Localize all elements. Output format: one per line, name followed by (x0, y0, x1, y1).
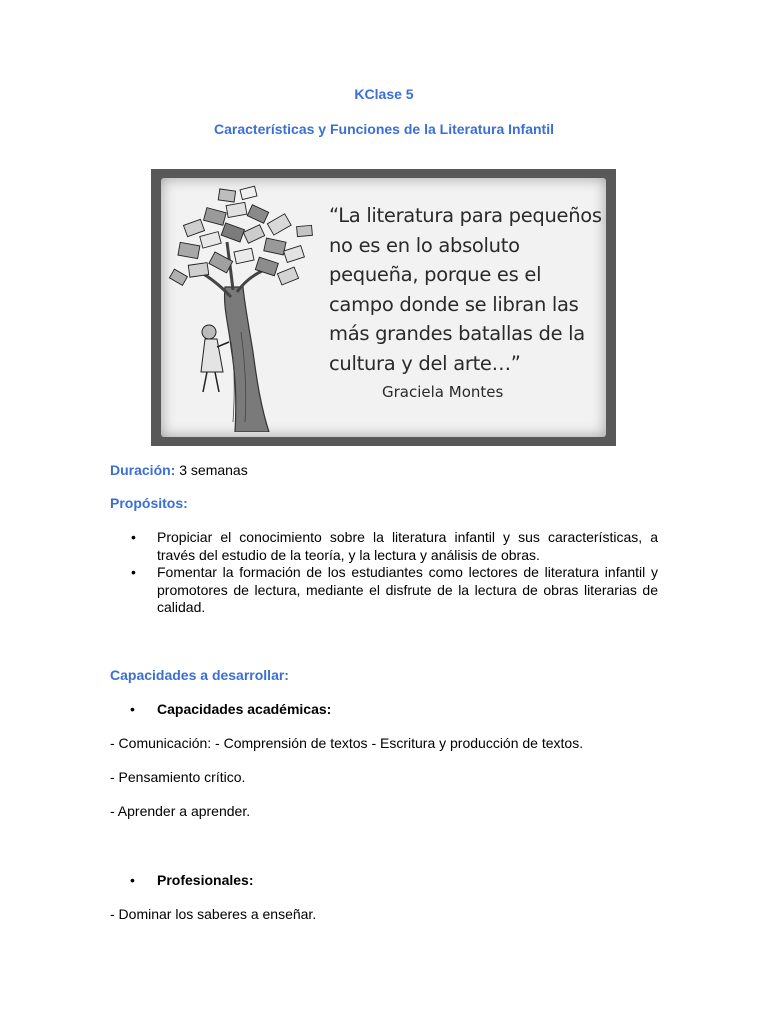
professional-item: - Dominar los saberes a enseñar. (110, 906, 317, 922)
class-title: KClase 5 (354, 86, 414, 102)
quote-image (151, 169, 616, 446)
academic-capacities-label: Capacidades académicas: (157, 701, 332, 717)
professional-capacities-label: Profesionales: (157, 872, 254, 888)
quote-line: cultura y del arte…” (329, 351, 521, 375)
purposes-list (130, 529, 658, 617)
academic-capacities-heading (130, 701, 331, 717)
book-tree-illustration (165, 182, 330, 432)
capacities-heading: Capacidades a desarrollar: (110, 667, 289, 683)
purpose-text: Fomentar la formación de los estudiantes como lectores de literatura infantil y promotores de lectura, mediante el disfrute de la lectura de obras literarias de calidad. (157, 564, 658, 615)
duration-line (110, 462, 248, 478)
quote-author: Graciela Montes (382, 383, 504, 401)
duration-label: Duración: (110, 462, 176, 478)
academic-item: - Comunicación: - Comprensión de textos - Escritura y producción de textos. (110, 735, 584, 751)
quote-card (161, 178, 606, 437)
quote-line: no es en lo absoluto (329, 233, 520, 257)
bullet-icon: • (131, 564, 136, 580)
quote-line: campo donde se libran las (329, 292, 579, 316)
document-subtitle: Características y Funciones de la Literatura Infantil (214, 121, 554, 137)
bullet-icon: • (130, 701, 135, 717)
duration-value: 3 semanas (179, 462, 248, 478)
quote-line: más grandes batallas de la (329, 322, 585, 345)
professional-capacities-heading (130, 872, 253, 888)
list-item (130, 564, 658, 617)
purpose-text: Propiciar el conocimiento sobre la literatura infantil y sus características, a través del estudio de la teoría, y la lectura y análisis de obras. (157, 529, 658, 563)
bullet-icon: • (131, 529, 136, 545)
academic-item: - Pensamiento crítico. (110, 769, 246, 785)
bullet-icon: • (130, 872, 135, 888)
quote-text (329, 201, 609, 378)
quote-line: pequeña, porque es el (329, 263, 542, 286)
quote-line: “La literatura para pequeños (329, 204, 602, 227)
purposes-heading: Propósitos: (110, 495, 188, 511)
list-item (130, 529, 658, 564)
academic-item: - Aprender a aprender. (110, 803, 251, 819)
